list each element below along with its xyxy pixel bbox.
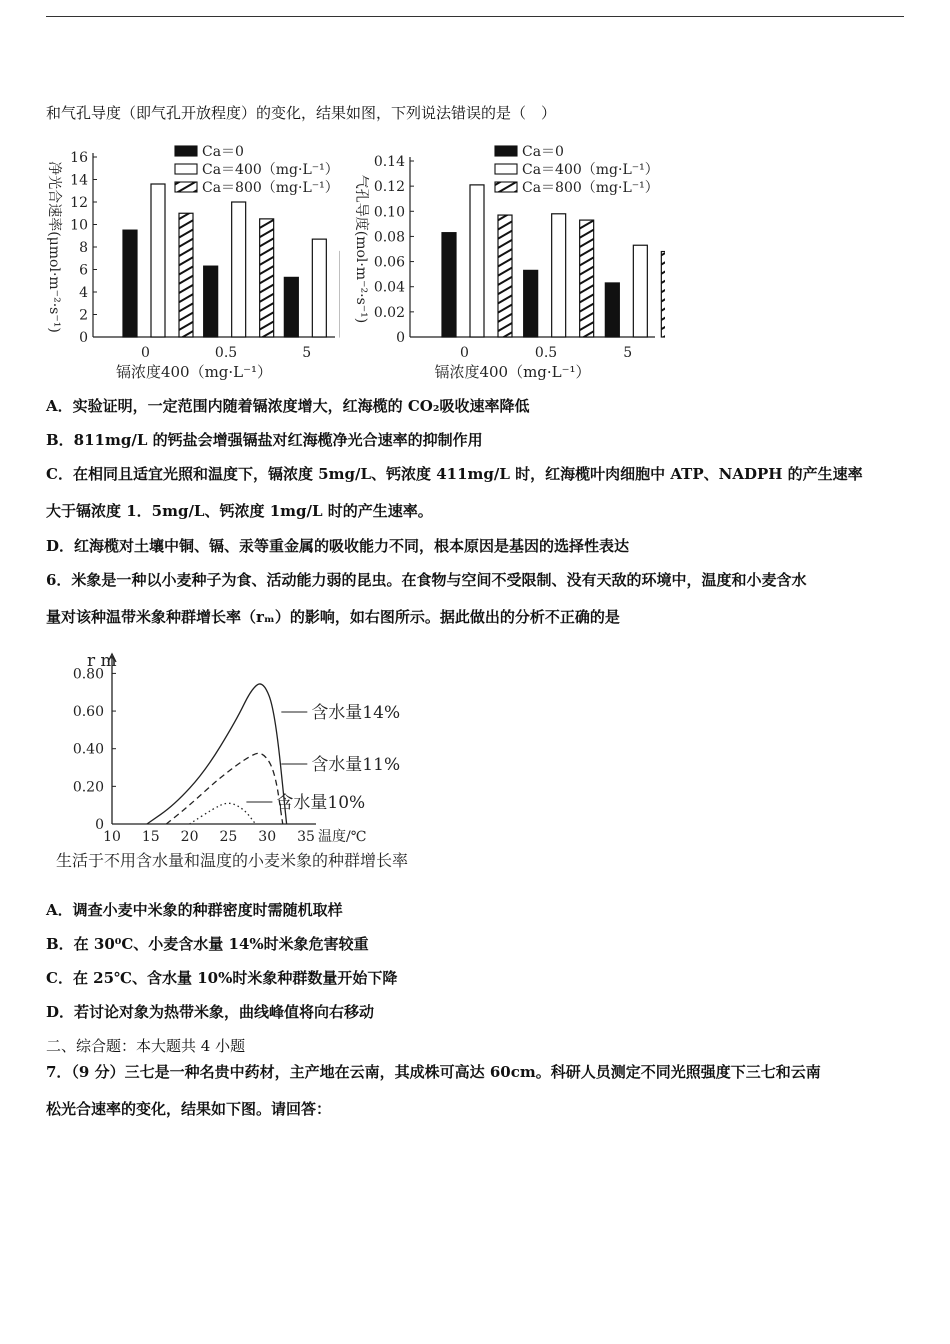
bar [470, 185, 484, 337]
bar [633, 245, 647, 337]
x-axis-label: 温度/℃ [318, 829, 367, 845]
y-tick-label: 4 [79, 285, 88, 301]
chart-caption: 生活于不用含水量和温度的小麦米象的种群增长率 [56, 851, 409, 870]
bar [312, 239, 326, 337]
q6-option-a: A．调查小麦中米象的种群密度时需随机取样 [46, 901, 343, 919]
chart-stomatal-conductance [345, 140, 665, 385]
bar [204, 266, 218, 337]
y-tick-label: 0 [79, 330, 88, 346]
y-axis-label: 净光合速率(μmol·m⁻²·s⁻¹) [46, 161, 62, 333]
y-tick-label: 0.14 [373, 154, 405, 170]
legend-swatch [175, 182, 197, 192]
bar [605, 283, 619, 337]
bar [442, 233, 456, 337]
legend-label: Ca＝800（mg·L⁻¹） [522, 180, 659, 196]
y-tick-label: 8 [79, 240, 88, 256]
q6-option-b: B．在 30⁰C、小麦含水量 14%时米象危害较重 [46, 935, 369, 953]
legend-label: Ca＝800（mg·L⁻¹） [202, 180, 339, 196]
q6-stem-line2: 量对该种温带米象种群增长率（rₘ）的影响，如右图所示。据此做出的分析不正确的是 [46, 608, 620, 626]
y-tick-label: 0.12 [373, 179, 405, 196]
y-tick-label: 0.40 [72, 741, 104, 758]
series-line [147, 684, 287, 824]
legend-swatch [495, 146, 517, 156]
y-tick-label: 0 [396, 330, 405, 346]
legend-swatch [495, 164, 517, 174]
q5-option-c-line2: 大于镉浓度 1．5mg/L、钙浓度 1mg/L 时的产生速率。 [46, 502, 433, 520]
y-tick-label: 0 [95, 817, 104, 833]
x-tick-label: 30 [258, 829, 277, 845]
y-tick-label: 6 [79, 262, 88, 279]
bar [498, 215, 512, 337]
x-tick-label: 0 [459, 345, 469, 361]
y-tick-label: 2 [79, 307, 88, 324]
q5-option-c-line1: C．在相同且适宜光照和温度下，镉浓度 5mg/L、钙浓度 411mg/L 时，红海榄叶肉细胞中 ATP、NADPH 的产生速率 [46, 465, 863, 483]
q7-stem-line1: 7．（9 分）三七是一种名贵中药材，主产地在云南，其成株可高达 60cm。科研人员测定不同光照强度下三七和云南 [46, 1063, 821, 1081]
section-heading: 二、综合题：本大题共 4 小题 [46, 1037, 246, 1055]
y-tick-label: 0.20 [72, 779, 104, 796]
y-tick-label: 0.10 [373, 204, 405, 221]
intro-line: 和气孔导度（即气孔开放程度）的变化，结果如图，下列说法错误的是（ ） [46, 104, 557, 122]
x-tick-label: 0 [140, 345, 150, 361]
bar [151, 184, 165, 337]
x-tick-label: 0.5 [214, 345, 238, 361]
legend-label: Ca＝400（mg·L⁻¹） [202, 162, 339, 178]
y-tick-label: 0.02 [373, 304, 405, 321]
q5-option-b: B．811mg/L 的钙盐会增强镉盐对红海榄净光合速率的抑制作用 [46, 431, 483, 449]
y-axis-label: r m [87, 651, 117, 671]
bar [284, 277, 298, 337]
y-tick-label: 0.60 [72, 704, 104, 721]
x-tick-label: 25 [219, 829, 238, 845]
y-tick-label: 14 [70, 172, 88, 189]
bar [260, 219, 274, 337]
x-tick-label: 0.5 [534, 345, 558, 361]
bar [123, 230, 137, 337]
legend-swatch [175, 146, 197, 156]
legend-label: Ca＝0 [202, 144, 244, 160]
series-line [166, 753, 282, 824]
q6-option-c: C．在 25℃、含水量 10%时米象种群数量开始下降 [46, 969, 398, 987]
series-label: 含水量10% [276, 793, 366, 813]
q6-option-d: D．若讨论对象为热带米象，曲线峰值将向右移动 [46, 1003, 375, 1021]
bar [661, 252, 665, 337]
series-label: 含水量14% [311, 703, 401, 723]
x-tick-label: 35 [297, 829, 315, 845]
legend-label: Ca＝0 [522, 144, 564, 160]
series-line [190, 803, 256, 824]
bar [580, 220, 594, 337]
y-tick-label: 16 [70, 150, 88, 166]
header-rule [46, 16, 904, 17]
x-tick-label: 20 [180, 829, 199, 845]
q5-option-d: D．红海榄对土壤中铜、镉、汞等重金属的吸收能力不同，根本原因是基因的选择性表达 [46, 537, 630, 555]
bar [232, 202, 246, 337]
bar [179, 213, 193, 337]
legend-label: Ca＝400（mg·L⁻¹） [522, 162, 659, 178]
x-tick-label: 10 [103, 829, 121, 845]
bar [524, 270, 538, 337]
x-tick-label: 5 [302, 345, 312, 361]
q7-stem-line2: 松光合速率的变化，结果如下图。请回答： [46, 1100, 332, 1118]
y-tick-label: 0.06 [373, 254, 405, 271]
q5-option-a: A．实验证明，一定范围内随着镉浓度增大，红海榄的 CO₂吸收速率降低 [46, 397, 530, 415]
x-tick-label: 15 [141, 829, 160, 845]
chart-net-photosynthesis [40, 140, 340, 385]
x-tick-label: 5 [623, 345, 633, 361]
y-tick-label: 0.08 [373, 229, 405, 246]
legend-swatch [175, 164, 197, 174]
y-tick-label: 10 [70, 217, 88, 234]
legend-swatch [495, 182, 517, 192]
x-axis-label: 镉浓度400（mg·L⁻¹） [434, 363, 591, 381]
q6-stem-line1: 6．米象是一种以小麦种子为食、活动能力弱的昆虫。在食物与空间不受限制、没有天敌的环境中，温度和小麦含水 [46, 571, 807, 589]
y-tick-label: 0.80 [72, 666, 104, 683]
y-axis-label: 气孔导度(mol·m⁻²·s⁻¹) [353, 174, 369, 324]
chart-population-growth [50, 642, 470, 877]
y-tick-label: 0.04 [373, 279, 405, 296]
y-tick-label: 12 [70, 195, 88, 211]
bar [552, 214, 566, 337]
x-axis-label: 镉浓度400（mg·L⁻¹） [115, 363, 273, 381]
series-label: 含水量11% [311, 755, 401, 775]
